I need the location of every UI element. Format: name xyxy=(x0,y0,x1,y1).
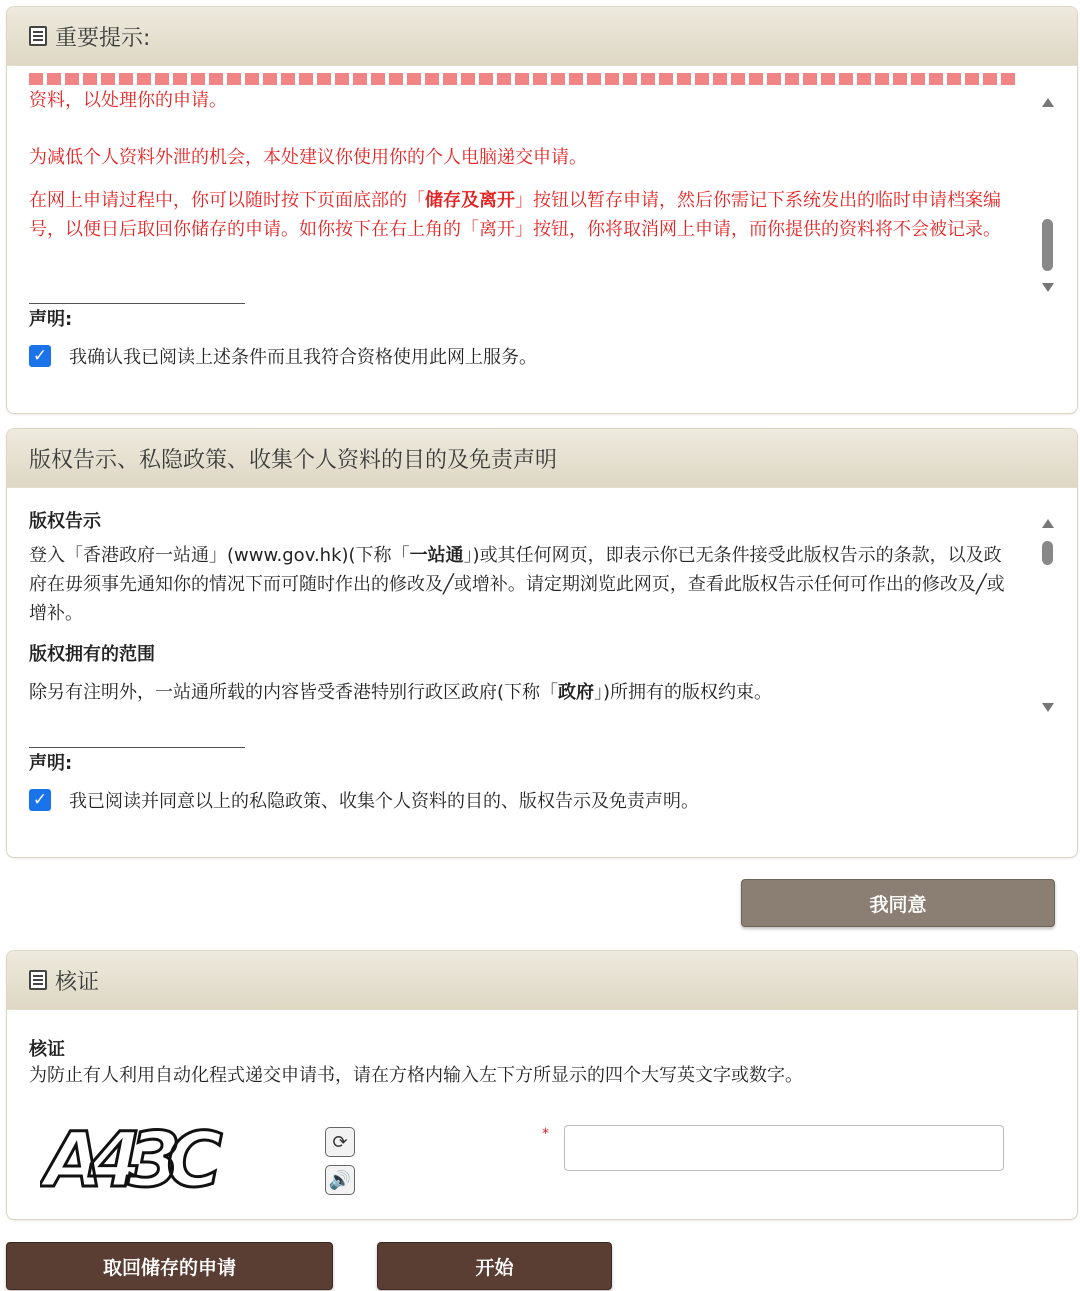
copyright-privacy-panel xyxy=(6,428,1078,858)
scroll-down-icon[interactable] xyxy=(1042,703,1054,712)
copyright-section-title: 版权告示 xyxy=(29,511,101,532)
eligibility-confirm-row[interactable] xyxy=(29,343,537,369)
eligibility-checkbox[interactable]: ✓ xyxy=(29,345,51,367)
declaration-divider xyxy=(29,747,245,748)
declaration-divider xyxy=(29,303,245,304)
declaration-label: 声明: xyxy=(29,753,73,774)
scroll-up-icon[interactable] xyxy=(1042,519,1054,528)
verify-title: 核证 xyxy=(55,969,100,995)
copyright-section-text: 登入「香港政府一站通」(www.gov.hk)(下称「一站通」)或其任何网页，即表示你已无条件接受此版权告示的条款，以及政府在毋须事先通知你的情况下而可随时作出的修改及╱或增补。请定期浏览此网页，查看此版权告示任何可作出的修改及╱或增补。 xyxy=(29,545,1005,624)
list-icon xyxy=(29,970,47,990)
captcha-input[interactable] xyxy=(564,1125,1004,1171)
verify-instruction: 为防止有人利用自动化程式递交申请书，请在方格内输入左下方所显示的四个大写英文字或数字。 xyxy=(29,1065,803,1086)
notice-para-3: 在网上申请过程中，你可以随时按下页面底部的「储存及离开」按钮以暂存申请，然后你需记下系统发出的临时申请档案编号，以便日后取回你储存的申请。如你按下在右上角的「离开」按钮，你将取消网上申请，而你提供的资料将不会被记录。 xyxy=(29,190,1001,240)
copyright-title: 版权告示、私隐政策、收集个人资料的目的及免责声明 xyxy=(29,447,558,473)
notice-scroll-content[interactable] xyxy=(29,73,1017,283)
agree-button[interactable]: 我同意 xyxy=(741,879,1055,927)
eligibility-checkbox-label: 我确认我已阅读上述条件而且我符合资格使用此网上服务。 xyxy=(69,347,537,368)
copyright-scrollbar[interactable] xyxy=(1041,519,1055,719)
notice-scrollbar[interactable] xyxy=(1041,95,1055,295)
notice-para-1: 资料，以处理你的申请。 xyxy=(29,90,227,111)
verify-header xyxy=(7,951,1077,1010)
notice-para-2: 为减低个人资料外泄的机会，本处建议你使用你的个人电脑递交申请。 xyxy=(29,147,587,168)
copyright-scope-title: 版权拥有的范围 xyxy=(29,644,155,665)
list-icon xyxy=(29,26,47,46)
verify-sub-title: 核证 xyxy=(29,1039,65,1060)
copyright-header xyxy=(7,429,1077,488)
scroll-down-icon[interactable] xyxy=(1042,283,1054,292)
refresh-captcha-icon[interactable]: ⟳ xyxy=(325,1127,355,1157)
notice-header xyxy=(7,7,1077,66)
retrieve-saved-button[interactable]: 取回储存的申请 xyxy=(6,1242,333,1290)
audio-captcha-icon[interactable]: 🔊 xyxy=(325,1165,355,1195)
scroll-thumb[interactable] xyxy=(1042,219,1053,271)
scroll-thumb[interactable] xyxy=(1042,541,1053,565)
copyright-scope-text: 除另有注明外，一站通所载的内容皆受香港特别行政区政府(下称「政府」)所拥有的版权约束。 xyxy=(29,682,773,703)
privacy-agree-checkbox[interactable]: ✓ xyxy=(29,789,51,811)
start-button[interactable]: 开始 xyxy=(377,1242,612,1290)
captcha-image xyxy=(40,1124,320,1196)
required-marker: * xyxy=(542,1126,549,1142)
scroll-up-icon[interactable] xyxy=(1042,98,1054,107)
notice-title: 重要提示: xyxy=(55,25,151,51)
copyright-scroll-content[interactable] xyxy=(29,507,1017,727)
important-notice-panel xyxy=(6,6,1078,414)
privacy-agree-checkbox-label: 我已阅读并同意以上的私隐政策、收集个人资料的目的、版权告示及免责声明。 xyxy=(69,791,699,812)
captcha-text: A43C xyxy=(44,1124,209,1196)
privacy-agree-row[interactable] xyxy=(29,787,699,813)
declaration-label: 声明: xyxy=(29,309,73,330)
